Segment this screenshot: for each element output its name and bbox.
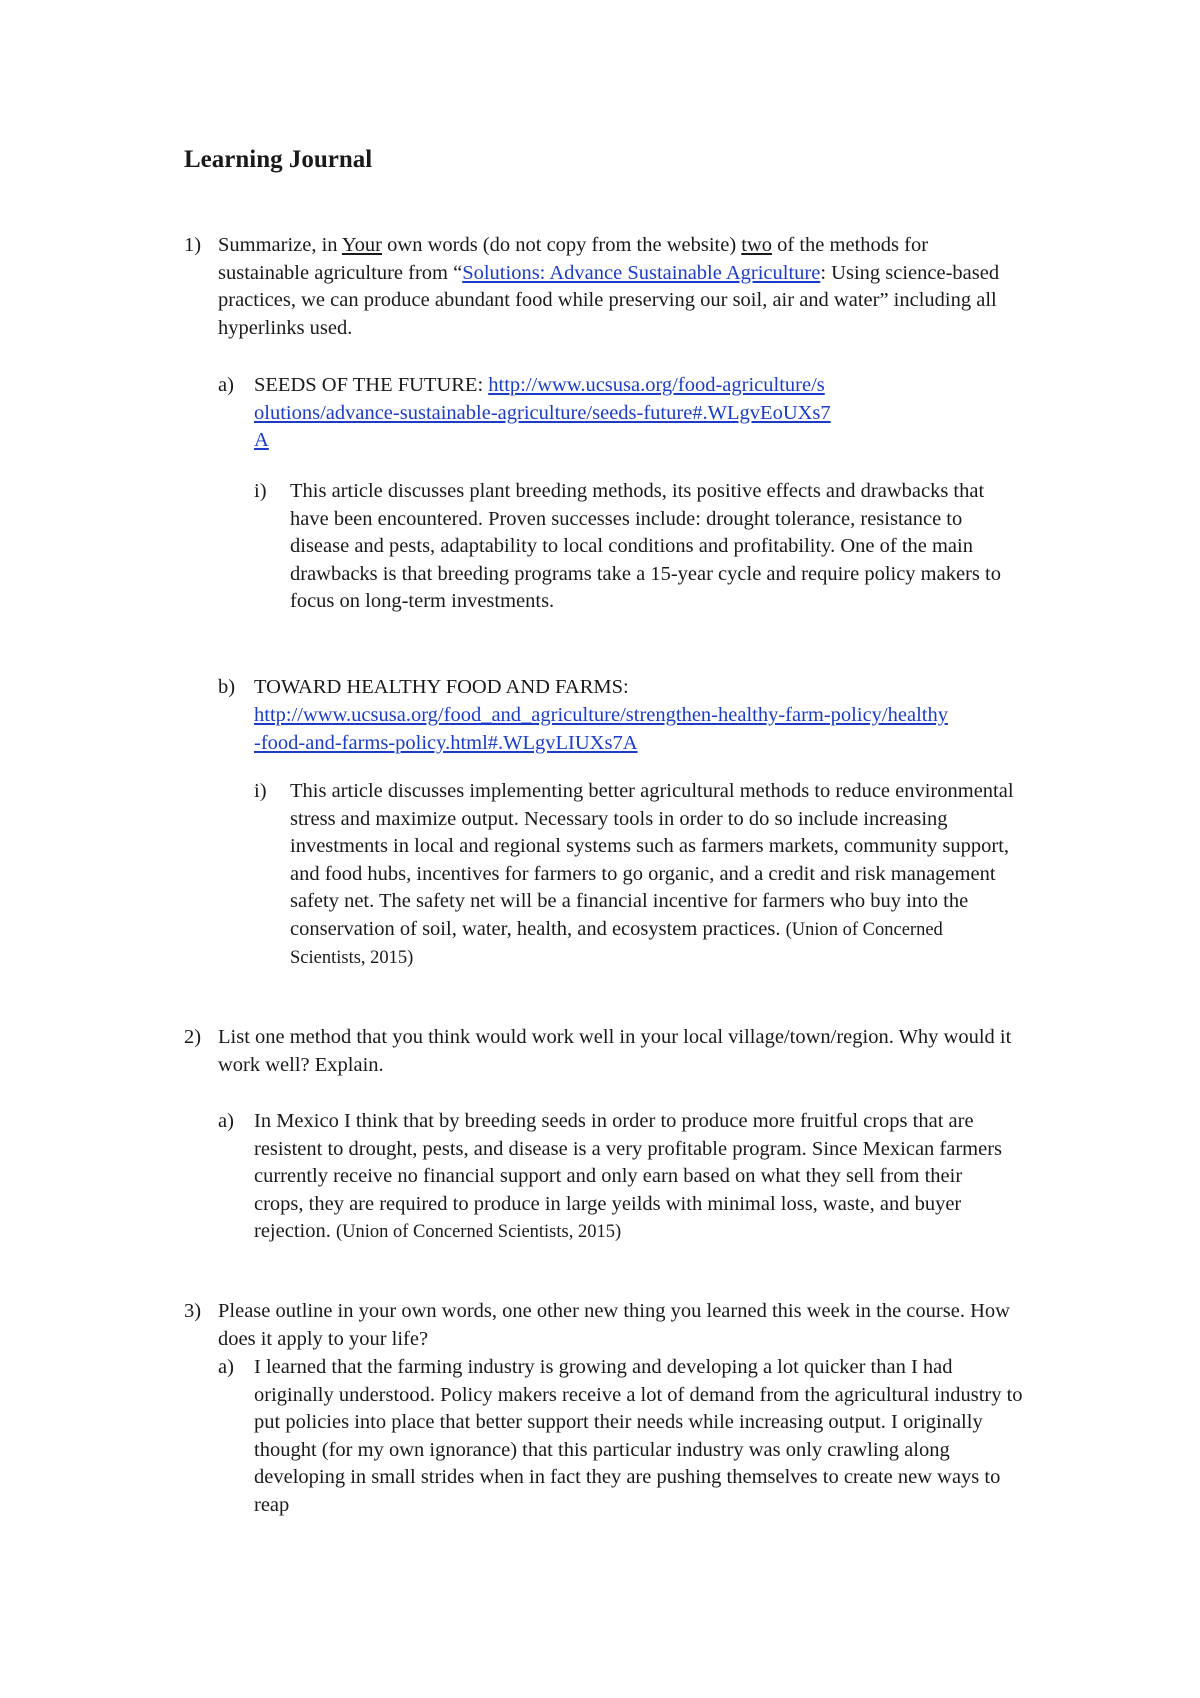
- q1-your: Your: [341, 234, 383, 256]
- healthy-food-heading: TOWARD HEALTHY FOOD AND FARMS:: [254, 676, 629, 698]
- q1-number: 1): [184, 234, 202, 256]
- q1-a-label: a): [218, 374, 234, 396]
- q2-prompt: List one method that you think would work well in your local village/town/region. Why would it work well? Explain.: [218, 1026, 1012, 1076]
- citation: (Union of Concerned Scientists, 2015): [335, 1222, 622, 1242]
- q3-answer: I learned that the farming industry is growing and developing a lot quicker than I had originally understood. Policy makers receive a lot of demand from the agricultural industry to put policies into place that better support their needs while increasing output. I originally thought (for my own ignorance) that this particular industry was only crawling along developing in small strides when in fact they are pushing themselves to create new ways to reap: [254, 1356, 1023, 1516]
- q3-number: 3): [184, 1300, 202, 1322]
- q2-number: 2): [184, 1026, 202, 1048]
- q3-a-label: a): [218, 1356, 234, 1378]
- q1-prompt: [218, 232, 1018, 342]
- q1-b-url-line: [254, 702, 954, 757]
- q2-answer-text: In Mexico I think that by breeding seeds in order to produce more fruitful crops that are resistent to drought, pests, and disease is a very profitable program. Since Mexican farmers currently receive no financial support and only earn based on what they sell from their crops, they are required to produce in large yeilds with minimal loss, waste, and buyer rejection.: [254, 1110, 1003, 1242]
- q2-a-label: a): [218, 1110, 234, 1132]
- citation: (Union of Concerned Scientists, 2015): [290, 919, 943, 968]
- page-title: Learning Journal: [184, 146, 373, 173]
- healthy-food-link[interactable]: http://www.ucsusa.org/food_and_agriculture/strengthen-healthy-farm-policy/healthy-food-and-farms-policy.html#.WLgvLIUXs7A: [254, 704, 948, 754]
- q2-answer: [254, 1108, 1014, 1247]
- seeds-summary: This article discusses plant breeding methods, its positive effects and drawbacks that have been encountered. Proven successes include: drought tolerance, resistance to disease and pests, adaptability to local conditions and profitability. One of the main drawbacks is that breeding programs take a 15-year cycle and require policy makers to focus on long-term investments.: [290, 480, 1001, 612]
- q1-b-label: b): [218, 676, 236, 698]
- seeds-future-link[interactable]: http://www.ucsusa.org/food-agriculture/solutions/advance-sustainable-agriculture/seeds-future#.WLgvEoUXs7A: [254, 374, 831, 451]
- q1-a-item: [254, 372, 834, 455]
- q1-b-i-label: i): [254, 780, 267, 802]
- seeds-heading: SEEDS OF THE FUTURE:: [254, 374, 489, 396]
- q1-text-part1: Summarize, in: [218, 234, 342, 256]
- q1-text-part3: of the methods for sustainable agriculture from “: [218, 234, 929, 284]
- q1-a-i-label: i): [254, 480, 267, 502]
- solutions-link[interactable]: Solutions: Advance Sustainable Agriculture: [462, 261, 821, 284]
- healthy-food-summary: [290, 778, 1020, 973]
- q1-two: two: [741, 234, 773, 256]
- q1-text-part2: own words (do not copy from the website): [382, 234, 742, 256]
- q1-text-part4: : Using science-based practices, we can produce abundant food while preserving our soil, air and water” including all hyperlinks used.: [218, 261, 1000, 339]
- healthy-food-summary-text: This article discusses implementing better agricultural methods to reduce environmental stress and maximize output. Necessary tools in order to do so include increasing investments in local and regional systems such as farmers markets, community support, and food hubs, incentives for farmers to go organic, and a credit and risk management safety net. The safety net will be a financial incentive for farmers who buy into the conservation of soil, water, health, and ecosystem practices.: [290, 780, 1014, 940]
- q3-prompt: Please outline in your own words, one other new thing you learned this week in the course. How does it apply to your life?: [218, 1300, 1010, 1350]
